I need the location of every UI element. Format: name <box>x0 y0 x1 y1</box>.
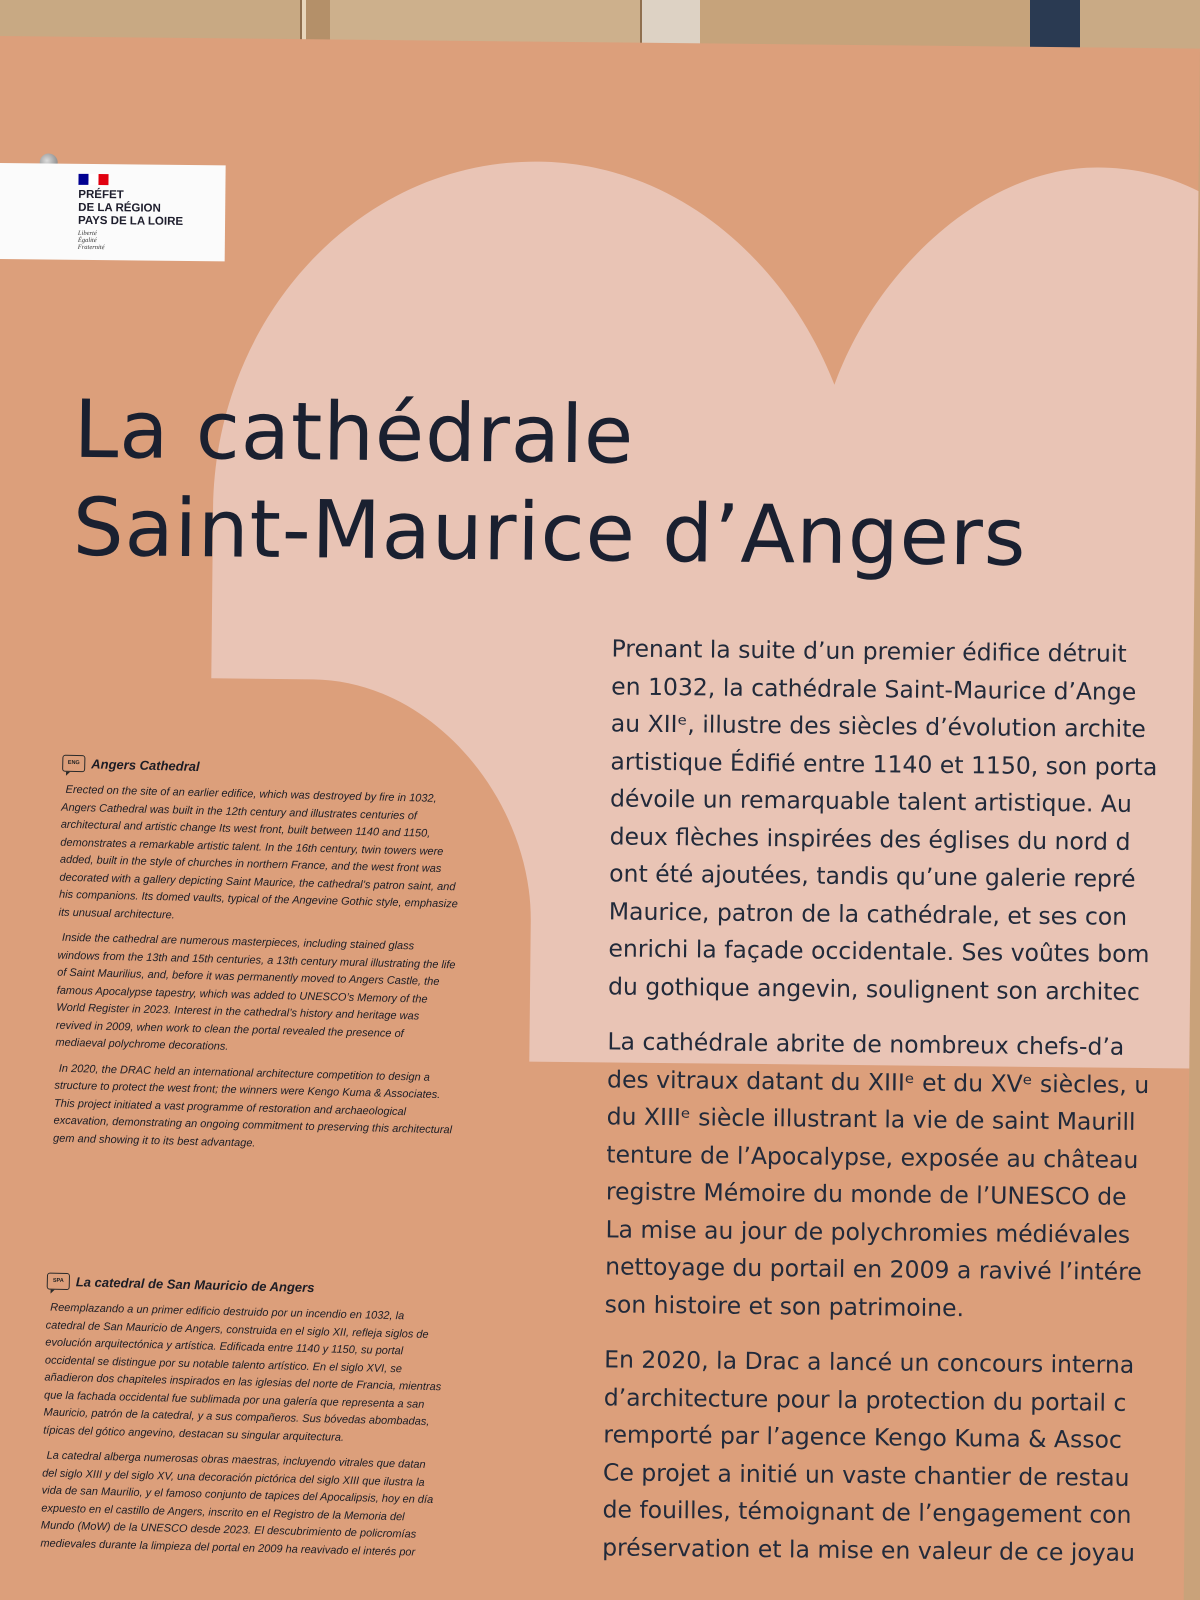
text-line: des vitraux datant du XIIIᵉ et du XVᵉ siècles, u <box>606 1064 1150 1099</box>
logo-line: PRÉFET <box>78 188 124 202</box>
text-line: en 1032, la cathédrale Saint-Maurice d’Ange <box>611 671 1137 706</box>
flag-red-band <box>98 174 108 185</box>
text-line: au XIIᵉ, illustre des siècles d’évolution archite <box>610 709 1146 744</box>
text-line: La mise au jour de polychromies médiévales <box>605 1214 1131 1249</box>
flag-blue-band <box>78 174 88 185</box>
english-paragraph: In 2020, the DRAC held an international architecture competition to design a structure to protect the west front; the winners were Kengo Kuma & Associates. This project initiated a vast programme of restoration and archaeological excavation, demonstrating an ongoing commitment to preserving this architectural gem and showing it to its best advantage. <box>52 1062 453 1150</box>
spanish-section <box>40 1273 447 1571</box>
text-line: artistique Édifié entre 1140 et 1150, son porta <box>610 746 1158 781</box>
spanish-paragraph: La catedral alberga numerosas obras maestras, incluyendo vitrales que datan del siglo XIII y del siglo XV, una decoración pictórica del siglo XIII que ilustra la vida de san Maurilio, y el famoso conjunto de tapices del Apocalipsis, hoy en día expuesto en el castillo de Angers, inscrito en el Registro de la Memoria del Mundo (MoW) de la UNESCO desde 2023. El descubrimiento de policromías medievales durante la limpieza del portal en 2009 ha reavivado el interés por <box>40 1449 434 1559</box>
text-line: Ce projet a initié un vaste chantier de restau <box>602 1457 1130 1492</box>
text-line: remporté par l’agence Kengo Kuma & Assoc <box>603 1420 1122 1454</box>
french-paragraph <box>608 630 1200 1011</box>
title-line-2: Saint-Maurice d’Angers <box>72 480 1027 584</box>
text-line: La cathédrale abrite de nombreux chefs-d’a <box>607 1027 1125 1061</box>
text-line: dévoile un remarquable talent artistique. Au <box>609 784 1132 818</box>
text-line: Maurice, patron de la cathédrale, et ses con <box>608 896 1128 931</box>
text-line: son histoire et son patrimoine. <box>604 1289 965 1322</box>
logo-line: DE LA RÉGION <box>78 201 161 215</box>
text-line: deux flèches inspirées des églises du nord d <box>609 821 1131 856</box>
prefecture-logo <box>0 163 226 261</box>
title-line-1: La cathédrale <box>73 382 635 482</box>
french-paragraph <box>605 1023 1200 1329</box>
text-line: ont été ajoutées, tandis qu’une galerie repré <box>609 859 1136 893</box>
french-paragraph <box>602 1341 1200 1572</box>
text-line: Prenant la suite d’un premier édifice détruit <box>611 634 1127 668</box>
text-line: En 2020, la Drac a lancé un concours interna <box>604 1345 1135 1379</box>
speech-bubble-icon: SPA <box>47 1273 70 1291</box>
english-paragraph: Inside the cathedral are numerous masterpieces, including stained glass windows from the 13th and 15th centuries, a 13th century mural illustrating the life of Saint Maurilius, and, before it was permanently moved to Angers Castle, the famous Apocalypse tapestry, which was added to UNESCO’s Memory of the World Register in 2023. Interest in the cathedral’s history and heritage was revived in 2009, when work to clean the portal revealed the presence of mediaeval polychrome decorations. <box>55 931 456 1053</box>
board-title <box>72 381 1028 587</box>
text-line: d’architecture pour la protection du portail c <box>603 1382 1127 1417</box>
text-line: du gothique angevin, soulignent son architec <box>607 971 1140 1006</box>
logo-motto <box>78 230 105 251</box>
english-paragraph: Erected on the site of an earlier edifice, which was destroyed by fire in 1032, Angers Cathedral was built in the 12th century and illustrates centuries of architectural and artistic change Its west front, built between 1140 and 1150, demonstrates a remarkable artistic talent. In the 16th century, twin towers were added, built in the style of churches in northern France, and the west front was decorated with a gallery depicting Saint Maurice, the cathedral’s patron saint, and his companions. Its domed vaults, typical of the Angevine Gothic style, emphasize its unusual architecture. <box>58 783 458 921</box>
motto-line: Fraternité <box>77 243 105 252</box>
text-line: de fouilles, témoignant de l’engagement con <box>602 1495 1132 1529</box>
french-flag-icon <box>78 174 108 185</box>
text-line: nettoyage du portail en 2009 a ravivé l’intére <box>605 1252 1142 1287</box>
text-line: registre Mémoire du monde de l’UNESCO de <box>605 1177 1127 1211</box>
flag-white-band <box>88 174 98 185</box>
logo-line: PAYS DE LA LOIRE <box>78 214 184 228</box>
information-board <box>0 36 1200 1600</box>
motto-line: Liberté <box>77 229 97 238</box>
text-line: tenture de l’Apocalypse, exposée au château <box>606 1139 1139 1174</box>
speech-bubble-icon: ENG <box>62 755 85 773</box>
spanish-title: La catedral de San Mauricio de Angers <box>75 1274 315 1296</box>
text-line: enrichi la façade occidentale. Ses voûtes bom <box>608 934 1150 969</box>
spanish-paragraph: Reemplazando a un primer edificio destruido por un incendio en 1032, la catedral de San Mauricio de Angers, construida en el siglo XII, refleja siglos de evolución arquitectónica y artística. Edificada entre 1140 y 1150, su portal occidental se distingue por su notable talento artístico. En el siglo XVI, se añadieron dos chapiteles inspirados en las iglesias del norte de Francia, mientras que la fachada occidental fue sublimada por una galería que representa a san Mauricio, patrón de la catedral, y a sus compañeros. Sus bóvedas abombadas, típicas del gótico angevino, destacan su singular arquitectura. <box>43 1301 442 1444</box>
logo-text <box>78 189 183 229</box>
english-title: Angers Cathedral <box>91 756 200 775</box>
motto-line: Égalité <box>77 236 97 245</box>
text-line: préservation et la mise en valeur de ce joyau <box>602 1532 1136 1567</box>
text-line: du XIIIᵉ siècle illustrant la vie de saint Maurill <box>606 1102 1136 1136</box>
english-section <box>53 755 463 1166</box>
french-text <box>602 630 1200 1590</box>
